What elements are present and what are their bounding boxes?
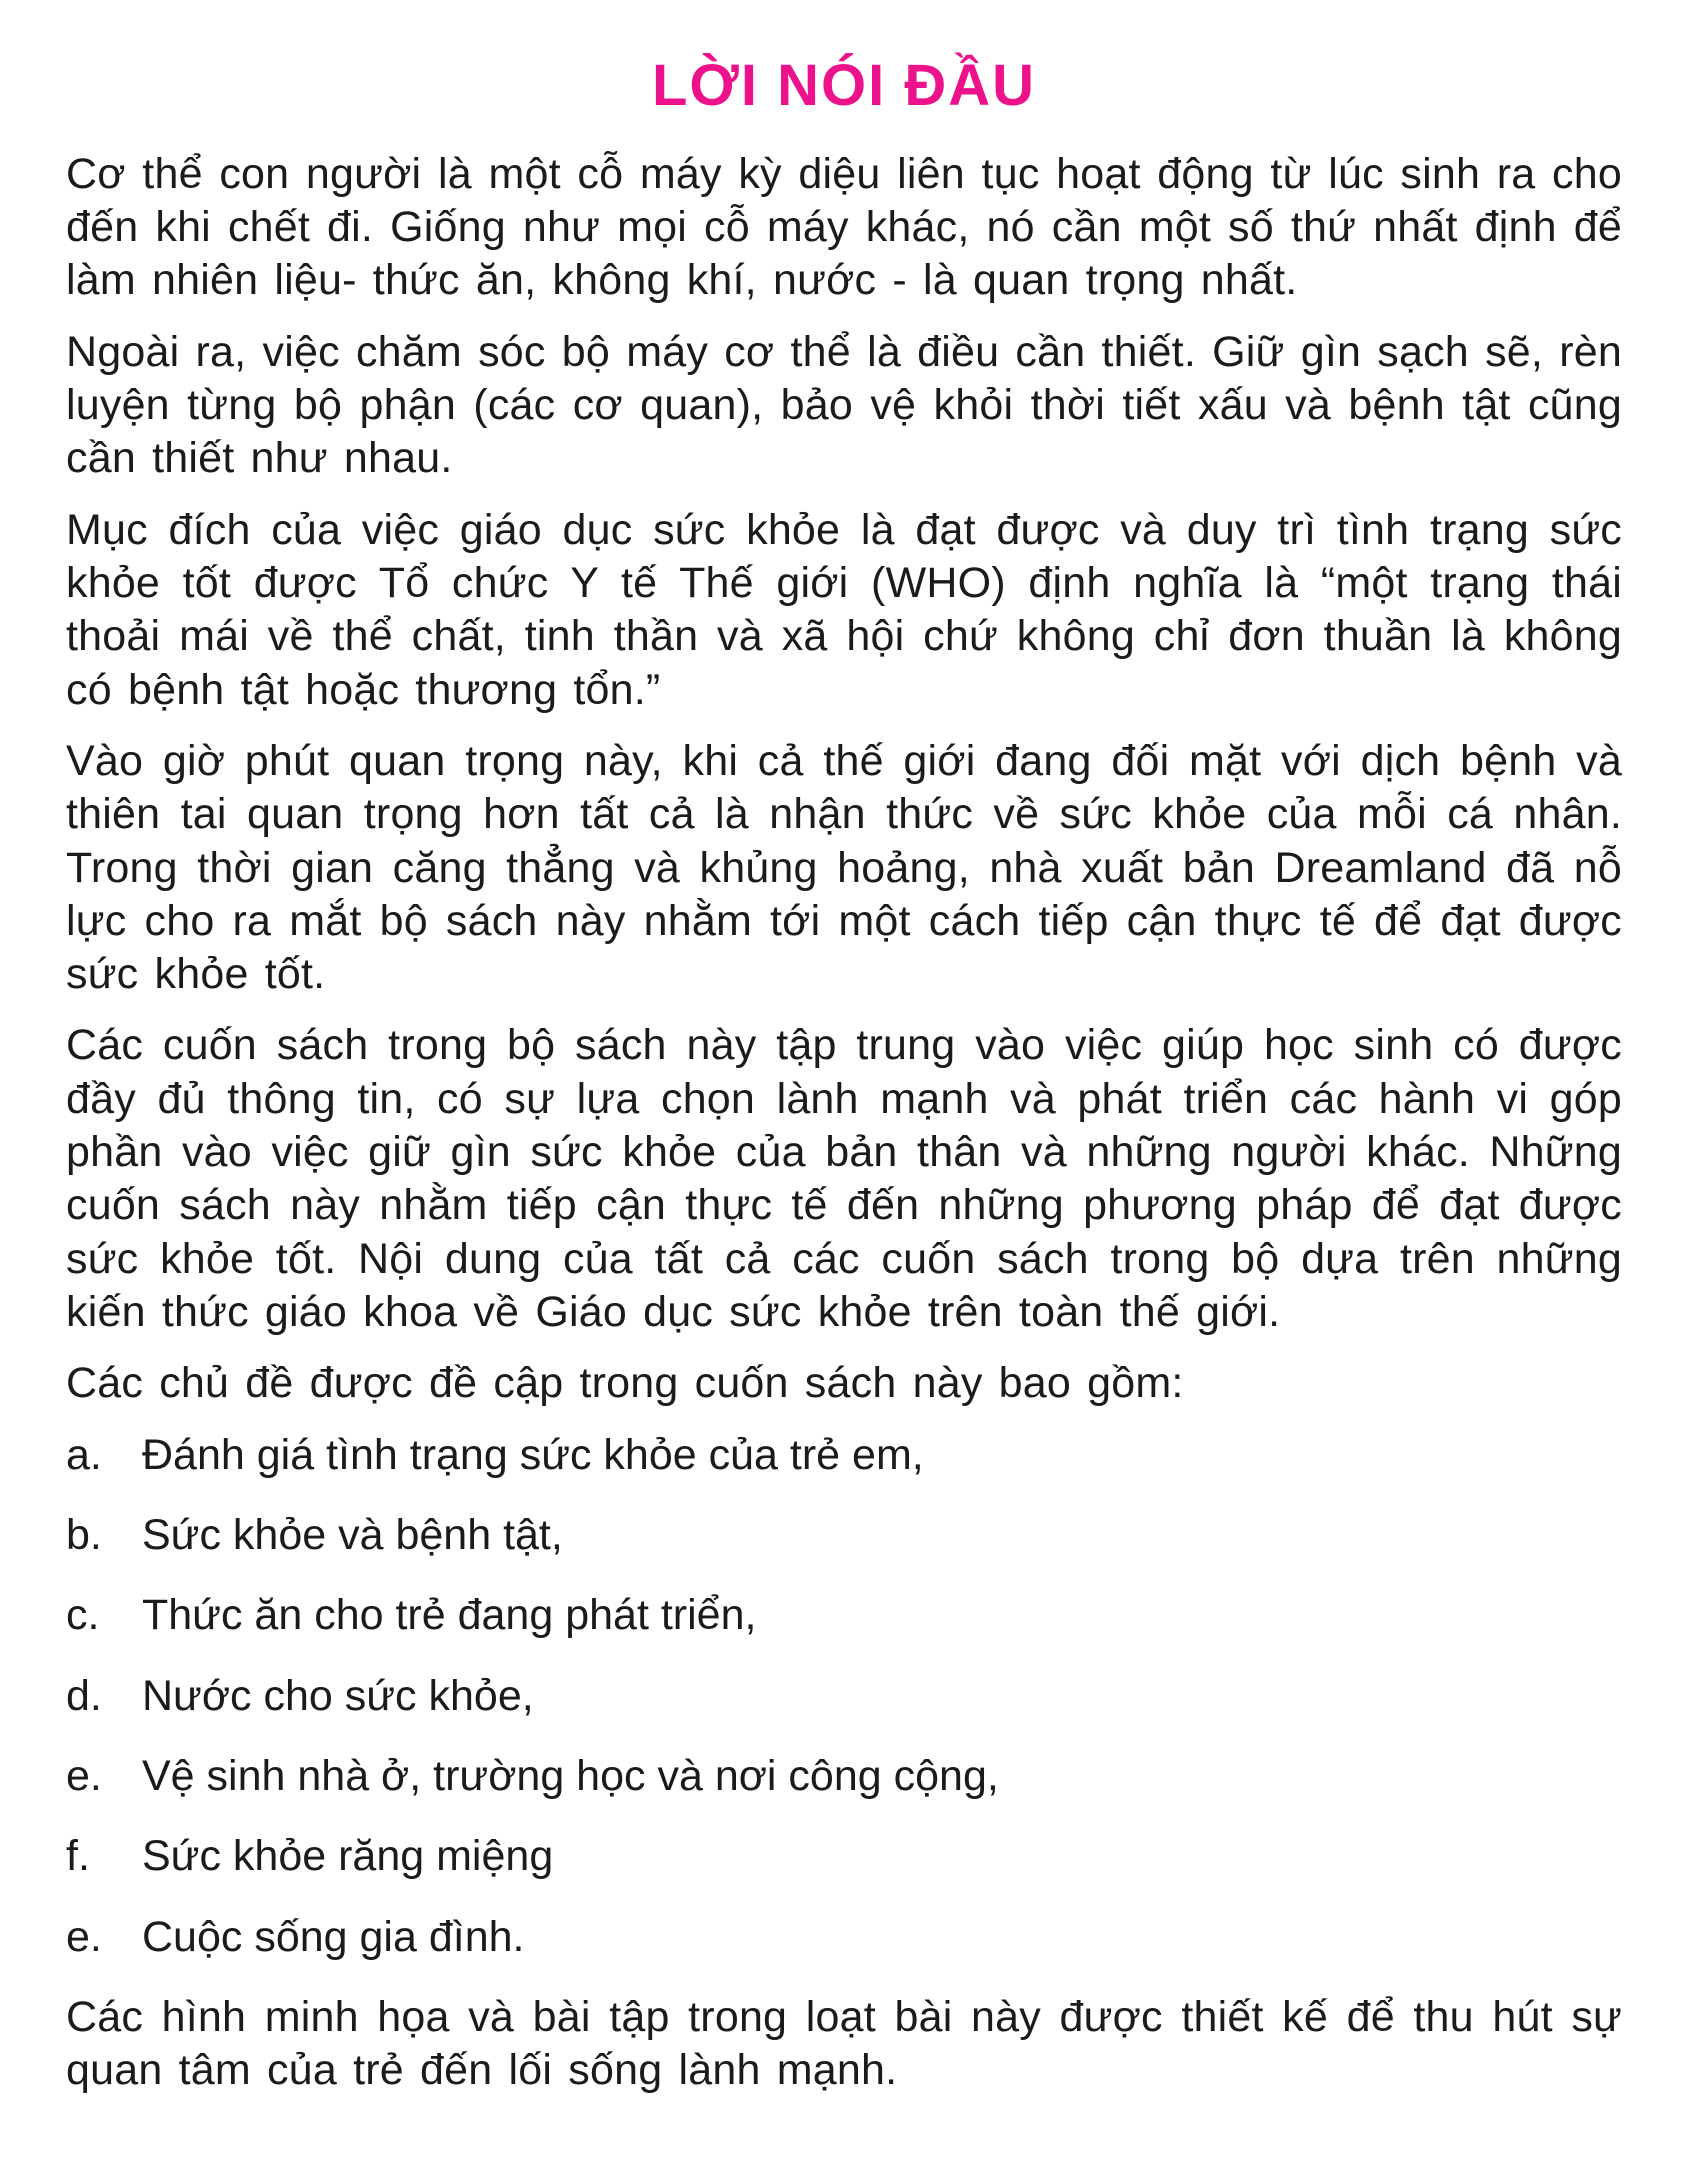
list-item xyxy=(66,1750,1622,1803)
list-item xyxy=(66,1670,1622,1723)
list-item-marker: b. xyxy=(66,1510,102,1559)
list-item xyxy=(66,1509,1622,1562)
paragraph-series-goal: Các cuốn sách trong bộ sách này tập trung vào việc giúp học sinh có được đầy đủ thông tin, có sự lựa chọn lành mạnh và phát triển các hành vi góp phần vào việc giữ gìn sức khỏe của bản thân và những người khác. Những cuốn sách này nhằm tiếp cận thực tế đến những phương pháp để đạt được sức khỏe tốt. Nội dung của tất cả các cuốn sách trong bộ dựa trên những kiến thức giáo khoa về Giáo dục sức khỏe trên toàn thế giới. xyxy=(66,1021,1622,1337)
topic-list xyxy=(66,1429,1622,1964)
paragraph-care: Ngoài ra, việc chăm sóc bộ máy cơ thể là điều cần thiết. Giữ gìn sạch sẽ, rèn luyện từng bộ phận (các cơ quan), bảo vệ khỏi thời tiết xấu và bệnh tật cũng cần thiết như nhau. xyxy=(66,327,1622,483)
list-item-marker: f. xyxy=(66,1832,90,1881)
topic-list-intro: Các chủ đề được đề cập trong cuốn sách này bao gồm: xyxy=(66,1359,1184,1408)
list-item-text: Sức khỏe răng miệng xyxy=(142,1832,554,1881)
list-item-marker: a. xyxy=(66,1430,102,1479)
list-item-text: Sức khỏe và bệnh tật, xyxy=(142,1510,563,1559)
list-item-text: Cuộc sống gia đình. xyxy=(142,1912,525,1961)
page-title: LỜI NÓI ĐẦU xyxy=(651,53,1037,118)
list-item xyxy=(66,1830,1622,1883)
list-item-marker: e. xyxy=(66,1751,102,1800)
list-item-marker: d. xyxy=(66,1671,102,1720)
paragraph-body-machine: Cơ thể con người là một cỗ máy kỳ diệu liên tục hoạt động từ lúc sinh ra cho đến khi chết đi. Giống như mọi cỗ máy khác, nó cần một số thứ nhất định để làm nhiên liệu- thức ăn, không khí, nước - là quan trọng nhất. xyxy=(66,149,1622,305)
list-item-text: Thức ăn cho trẻ đang phát triển, xyxy=(142,1591,757,1640)
list-item-text: Vệ sinh nhà ở, trường học và nơi công cộng, xyxy=(142,1751,999,1800)
list-item-marker: e. xyxy=(66,1912,102,1961)
list-item-text: Đánh giá tình trạng sức khỏe của trẻ em, xyxy=(142,1430,924,1479)
list-item-text: Nước cho sức khỏe, xyxy=(142,1671,534,1720)
list-item xyxy=(66,1589,1622,1642)
closing-paragraph: Các hình minh họa và bài tập trong loạt bài này được thiết kế để thu hút sự quan tâm của trẻ đến lối sống lành mạnh. xyxy=(66,1992,1622,2095)
list-item xyxy=(66,1429,1622,1482)
list-item-marker: c. xyxy=(66,1591,100,1640)
paragraph-dreamland: Vào giờ phút quan trọng này, khi cả thế giới đang đối mặt với dịch bệnh và thiên tai quan trọng hơn tất cả là nhận thức về sức khỏe của mỗi cá nhân. Trong thời gian căng thẳng và khủng hoảng, nhà xuất bản Dreamland đã nỗ lực cho ra mắt bộ sách này nhằm tới một cách tiếp cận thực tế để đạt được sức khỏe tốt. xyxy=(66,736,1622,999)
paragraph-who-definition: Mục đích của việc giáo dục sức khỏe là đạt được và duy trì tình trạng sức khỏe tốt được Tổ chức Y tế Thế giới (WHO) định nghĩa là “một trạng thái thoải mái về thể chất, tinh thần và xã hội chứ không chỉ đơn thuần là không có bệnh tật hoặc thương tổn.” xyxy=(66,505,1622,714)
list-item xyxy=(66,1911,1622,1964)
